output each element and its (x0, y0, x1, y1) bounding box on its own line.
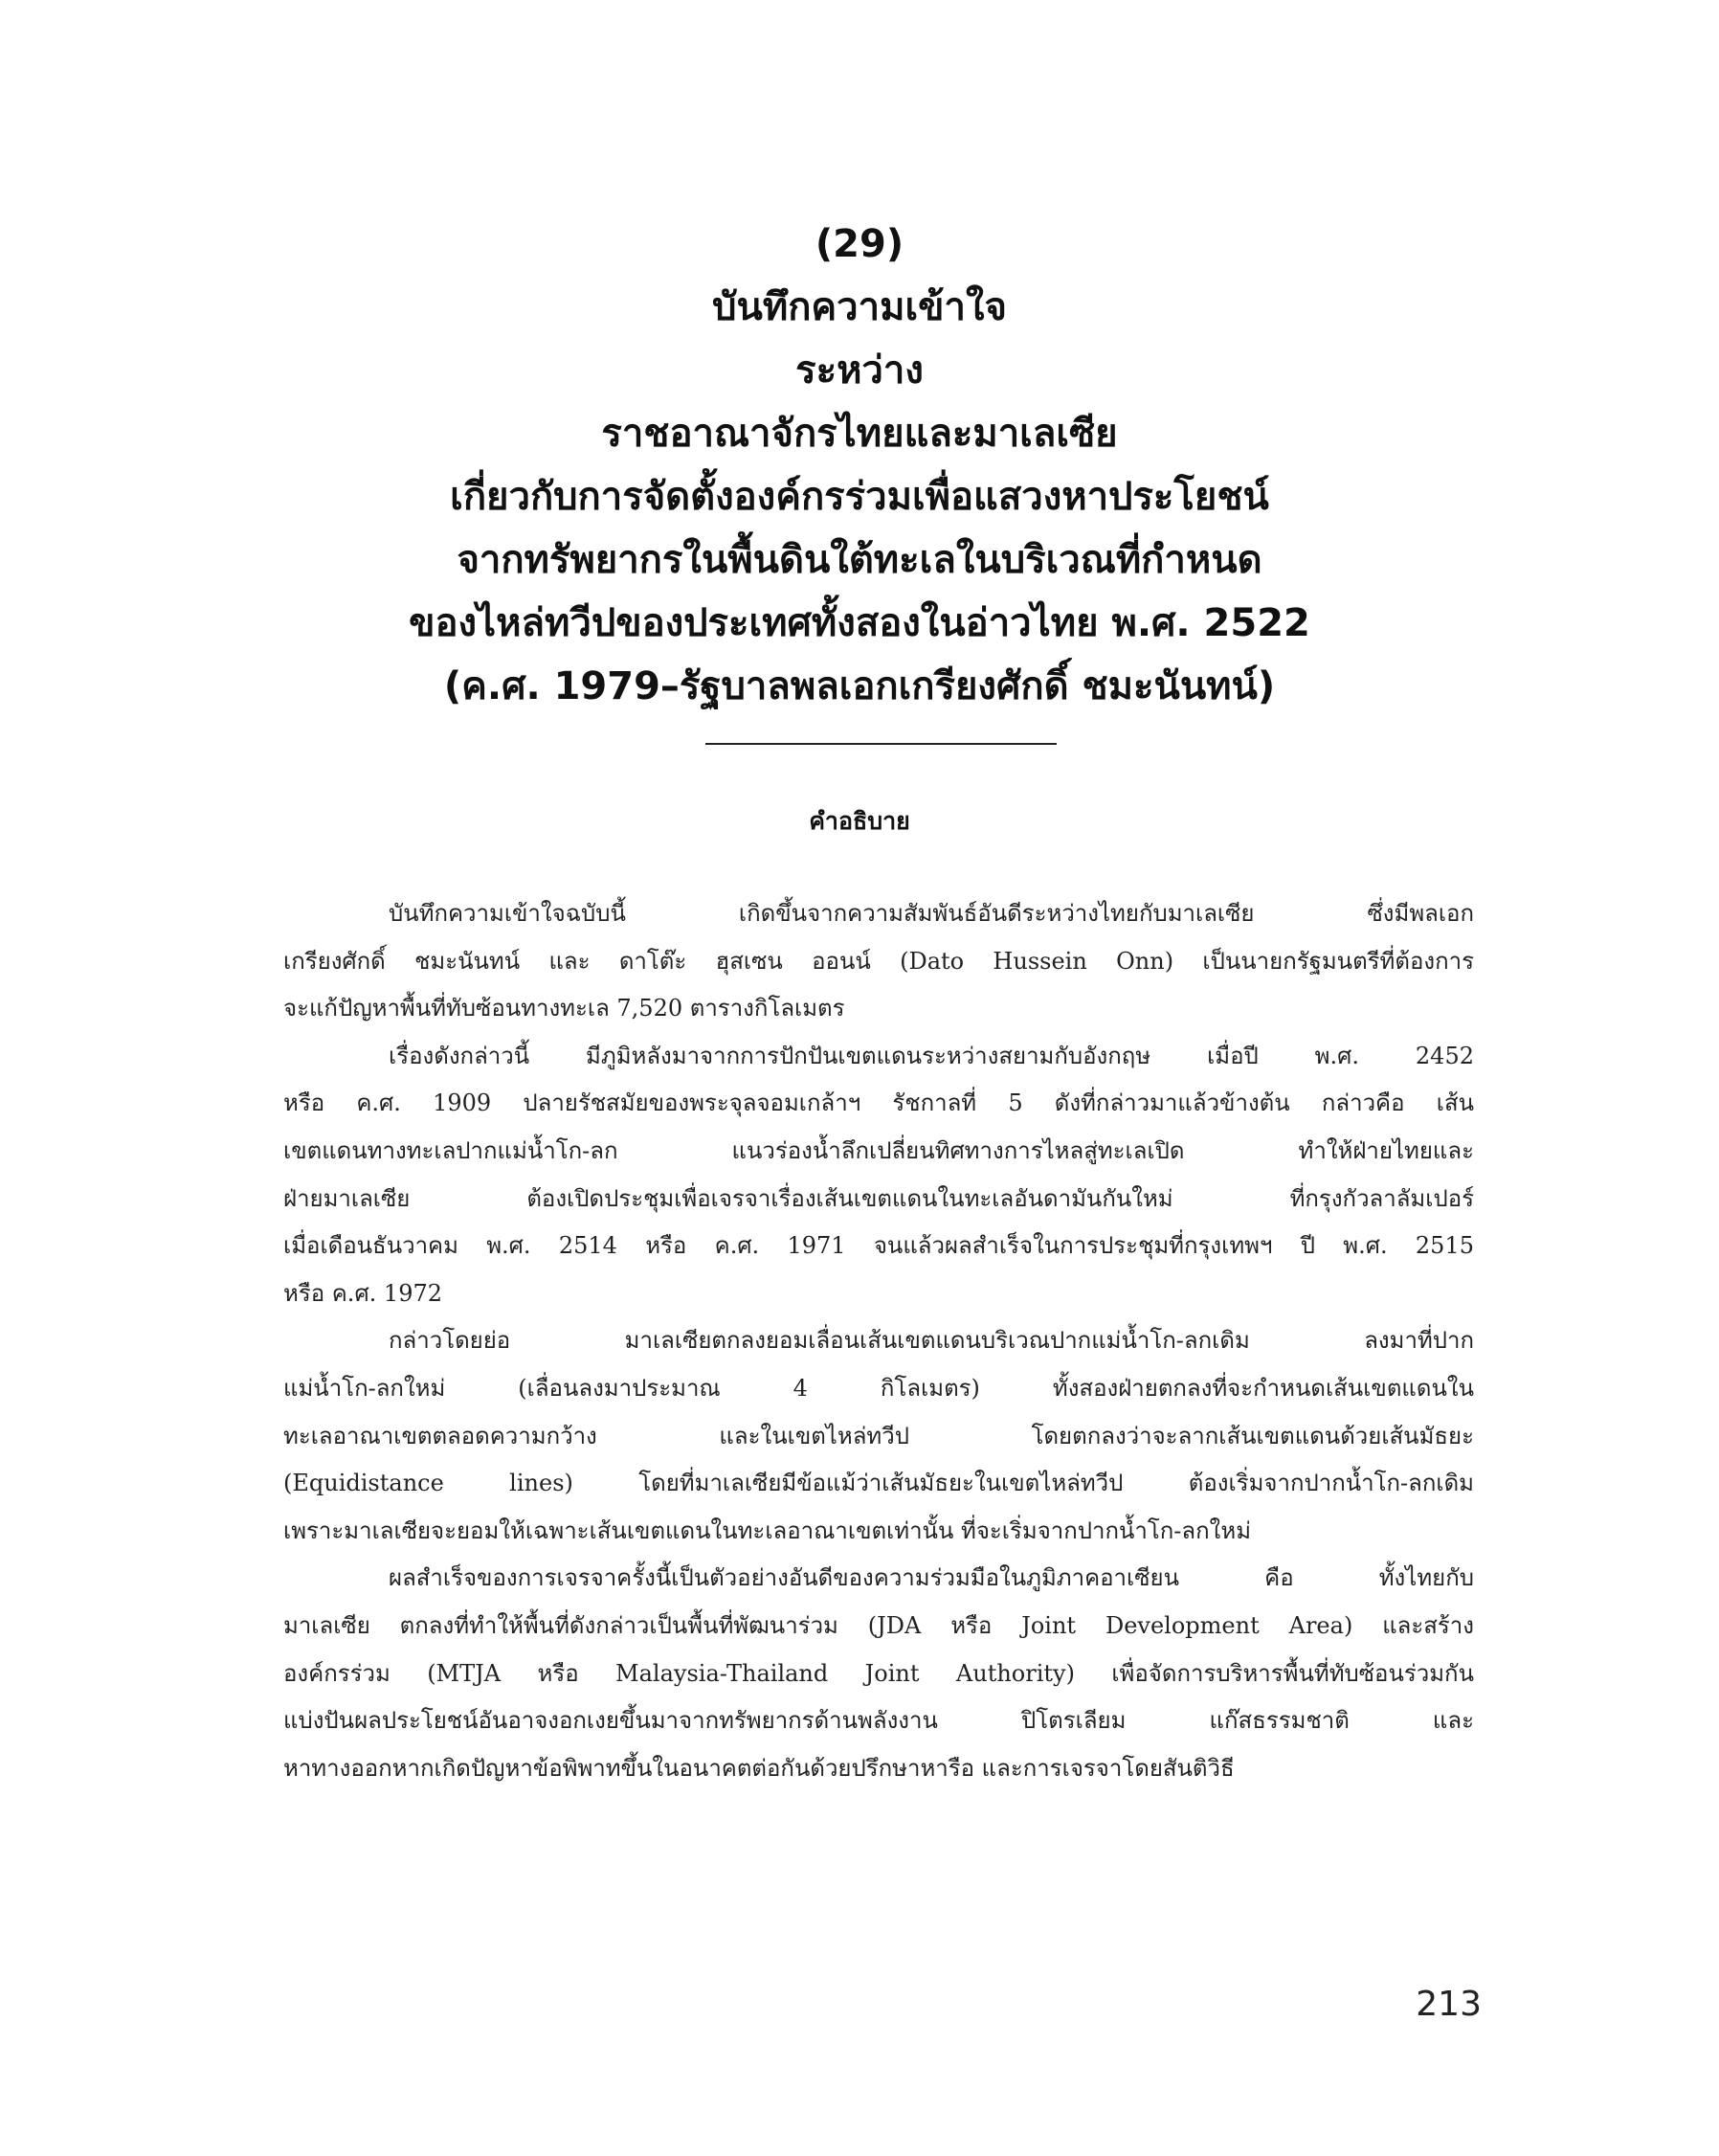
section-heading: คำอธิบาย (809, 807, 910, 835)
paragraph-line: เมื่อเดือนธันวาคม พ.ศ. 2514 หรือ ค.ศ. 1971 จนแล้วผลสำเร็จในการประชุมที่กรุงเทพฯ ปี พ.ศ. 2515 (283, 1232, 1474, 1260)
paragraph (283, 1033, 1474, 1318)
paragraph-line: องค์กรร่วม (MTJA หรือ Malaysia-Thailand Joint Authority) เพื่อจัดการบริหารพื้นที่ทับซ้อนร่วมกัน (283, 1659, 1474, 1687)
title-line: จากทรัพยากรในพื้นดินใต้ทะเลในบริเวณที่กำหนด (457, 538, 1262, 582)
paragraph-line: ผลสำเร็จของการเจรจาครั้งนี้เป็นตัวอย่างอันดีของความร่วมมือในภูมิภาคอาเซียน คือ ทั้งไทยกับ (389, 1564, 1474, 1592)
title-divider (705, 743, 1057, 745)
title-line: (ค.ศ. 1979–รัฐบาลพลเอกเกรียงศักดิ์ ชมะนันทน์) (443, 664, 1276, 708)
paragraph-line: เพราะมาเลเซียจะยอมให้เฉพาะเส้นเขตแดนในทะเลอาณาเขตเท่านั้น ที่จะเริ่มจากปากน้ำโก-ลกใหม่ (283, 1516, 1252, 1544)
paragraph-line: แบ่งปันผลประโยชน์อันอาจงอกเงยขึ้นมาจากทรัพยากรด้านพลังงาน ปิโตรเลียม แก๊สธรรมชาติ และ (283, 1707, 1474, 1735)
title-line: บันทึกความเข้าใจ (712, 285, 1007, 329)
paragraph (283, 890, 1474, 1033)
paragraph-line: บันทึกความเข้าใจฉบับนี้ เกิดขึ้นจากความสัมพันธ์อันดีระหว่างไทยกับมาเลเซีย ซึ่งมีพลเอก (389, 900, 1474, 927)
paragraph-line: (Equidistance lines) โดยที่มาเลเซียมีข้อแม้ว่าเส้นมัธยะในเขตไหล่ทวีป ต้องเริ่มจากปากน้ำโก-ลกเดิม (283, 1470, 1474, 1497)
page-number: 213 (1416, 1985, 1482, 2024)
paragraph (283, 1317, 1474, 1555)
paragraph-line: ทะเลอาณาเขตตลอดความกว้าง และในเขตไหล่ทวีป โดยตกลงว่าจะลากเส้นเขตแดนด้วยเส้นมัธยะ (283, 1422, 1474, 1449)
paragraph-line: จะแก้ปัญหาพื้นที่ทับซ้อนทางทะเล 7,520 ตารางกิโลเมตร (283, 995, 845, 1022)
paragraph-line: หรือ ค.ศ. 1972 (283, 1279, 443, 1307)
paragraph-line: หรือ ค.ศ. 1909 ปลายรัชสมัยของพระจุลจอมเกล้าฯ รัชกาลที่ 5 ดังที่กล่าวมาแล้วข้างต้น กล่าวคือ เส้น (283, 1089, 1474, 1117)
paragraph-line: เรื่องดังกล่าวนี้ มีภูมิหลังมาจากการปักปันเขตแดนระหว่างสยามกับอังกฤษ เมื่อปี พ.ศ. 2452 (389, 1042, 1474, 1069)
paragraph-line: กล่าวโดยย่อ มาเลเซียตกลงยอมเลื่อนเส้นเขตแดนบริเวณปากแม่น้ำโก-ลกเดิม ลงมาที่ปาก (389, 1327, 1474, 1355)
paragraph-line: หาทางออกหากเกิดปัญหาข้อพิพาทขึ้นในอนาคตต่อกันด้วยปรึกษาหารือ และการเจรจาโดยสันติวิธี (283, 1754, 1235, 1782)
document-title (0, 213, 1719, 718)
paragraph-line: เขตแดนทางทะเลปากแม่น้ำโก-ลก แนวร่องน้ำลึกเปลี่ยนทิศทางการไหลสู่ทะเลเปิด ทำให้ฝ่ายไทยและ (283, 1136, 1474, 1164)
paragraph-line: แม่น้ำโก-ลกใหม่ (เลื่อนลงมาประมาณ 4 กิโลเมตร) ทั้งสองฝ่ายตกลงที่จะกำหนดเส้นเขตแดนใน (283, 1374, 1474, 1402)
title-line: ระหว่าง (795, 348, 924, 393)
paragraph (283, 1555, 1474, 1792)
title-line: (29) (815, 222, 904, 266)
paragraph-line: มาเลเซีย ตกลงที่ทำให้พื้นที่ดังกล่าวเป็นพื้นที่พัฒนาร่วม (JDA หรือ Joint Development Area) และสร้าง (283, 1611, 1474, 1639)
title-line: เกี่ยวกับการจัดตั้งองค์กรร่วมเพื่อแสวงหาประโยชน์ (450, 475, 1269, 519)
body-text (283, 890, 1474, 1792)
paragraph-line: เกรียงศักดิ์ ชมะนันทน์ และ ดาโต๊ะ ฮุสเซน ออนน์ (Dato Hussein Onn) เป็นนายกรัฐมนตรีที่ต้องการ (283, 947, 1474, 975)
paragraph-line: ฝ่ายมาเลเซีย ต้องเปิดประชุมเพื่อเจรจาเรื่องเส้นเขตแดนในทะเลอันดามันกันใหม่ ที่กรุงกัวลาลัมเปอร์ (283, 1184, 1474, 1212)
title-line: ของไหล่ทวีปของประเทศทั้งสองในอ่าวไทย พ.ศ. 2522 (409, 601, 1310, 645)
title-line: ราชอาณาจักรไทยและมาเลเซีย (601, 412, 1118, 456)
